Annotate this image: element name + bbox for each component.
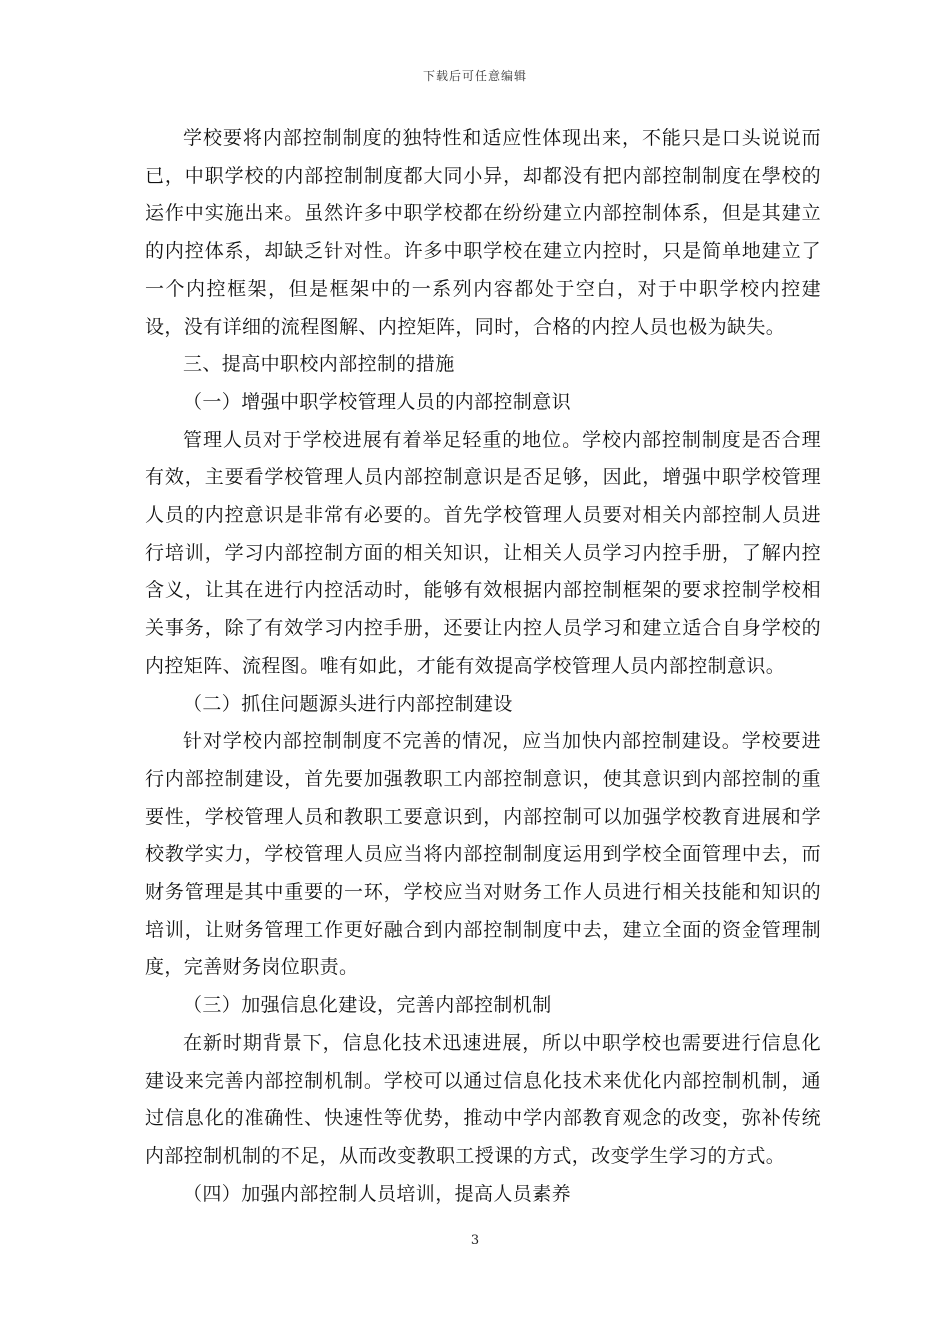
page-number: 3 (470, 1233, 480, 1248)
body-paragraph: 在新时期背景下，信息化技术迅速进展，所以中职学校也需要进行信息化建设来完善内部控制机制。学校可以通过信息化技术来优化内部控制机制，通过信息化的准确性、快速性等优势，推动中学内部教育观念的改变，弥补传统内部控制机制的不足，从而改变教职工授课的方式，改变学生学习的方式。 (145, 1031, 821, 1167)
subsection-heading: （二）抓住问题源头进行内部控制建设 (183, 692, 513, 715)
subsection-heading: （三）加强信息化建设，完善内部控制机制 (183, 994, 552, 1017)
body-paragraph: 学校要将内部控制制度的独特性和适应性体现出来，不能只是口头说说而已，中职学校的内部控制制度都大同小异，却都没有把内部控制制度在學校的运作中实施出来。虽然许多中职学校都在纷纷建立内部控制体系，但是其建立的内控体系，却缺乏针对性。许多中职学校在建立内控时，只是简单地建立了一个内控框架，但是框架中的一系列内容都处于空白，对于中职学校内控建设，没有详细的流程图解、内控矩阵，同时，合格的内控人员也极为缺失。 (145, 127, 821, 338)
body-paragraph: 管理人员对于学校进展有着举足轻重的地位。学校内部控制制度是否合理有效，主要看学校管理人员内部控制意识是否足够，因此，增强中职学校管理人员的内控意识是非常有必要的。首先学校管理人员要对相关内部控制人员进行培训，学习内部控制方面的相关知识，让相关人员学习内控手册，了解内控含义，让其在进行内控活动时，能够有效根据内部控制框架的要求控制学校相关事务，除了有效学习内控手册，还要让内控人员学习和建立适合自身学校的内控矩阵、流程图。唯有如此，才能有效提高学校管理人员内部控制意识。 (145, 428, 821, 677)
page-header: 下载后可任意编辑 (422, 69, 527, 83)
document-body (145, 120, 821, 1213)
section-heading: 三、提高中职校内部控制的措施 (183, 353, 455, 376)
subsection-heading: （一）增强中职学校管理人员的内部控制意识 (183, 390, 572, 413)
body-paragraph: 针对学校内部控制制度不完善的情况，应当加快内部控制建设。学校要进行内部控制建设，首先要加强教职工内部控制意识，使其意识到内部控制的重要性，学校管理人员和教职工要意识到，内部控制可以加强学校教育进展和学校教学实力，学校管理人员应当将内部控制制度运用到学校全面管理中去，而财务管理是其中重要的一环，学校应当对财务工作人员进行相关技能和知识的培训，让财务管理工作更好融合到内部控制制度中去，建立全面的资金管理制度，完善财务岗位职责。 (145, 730, 821, 979)
subsection-heading: （四）加强内部控制人员培训，提高人员素养 (183, 1182, 572, 1205)
